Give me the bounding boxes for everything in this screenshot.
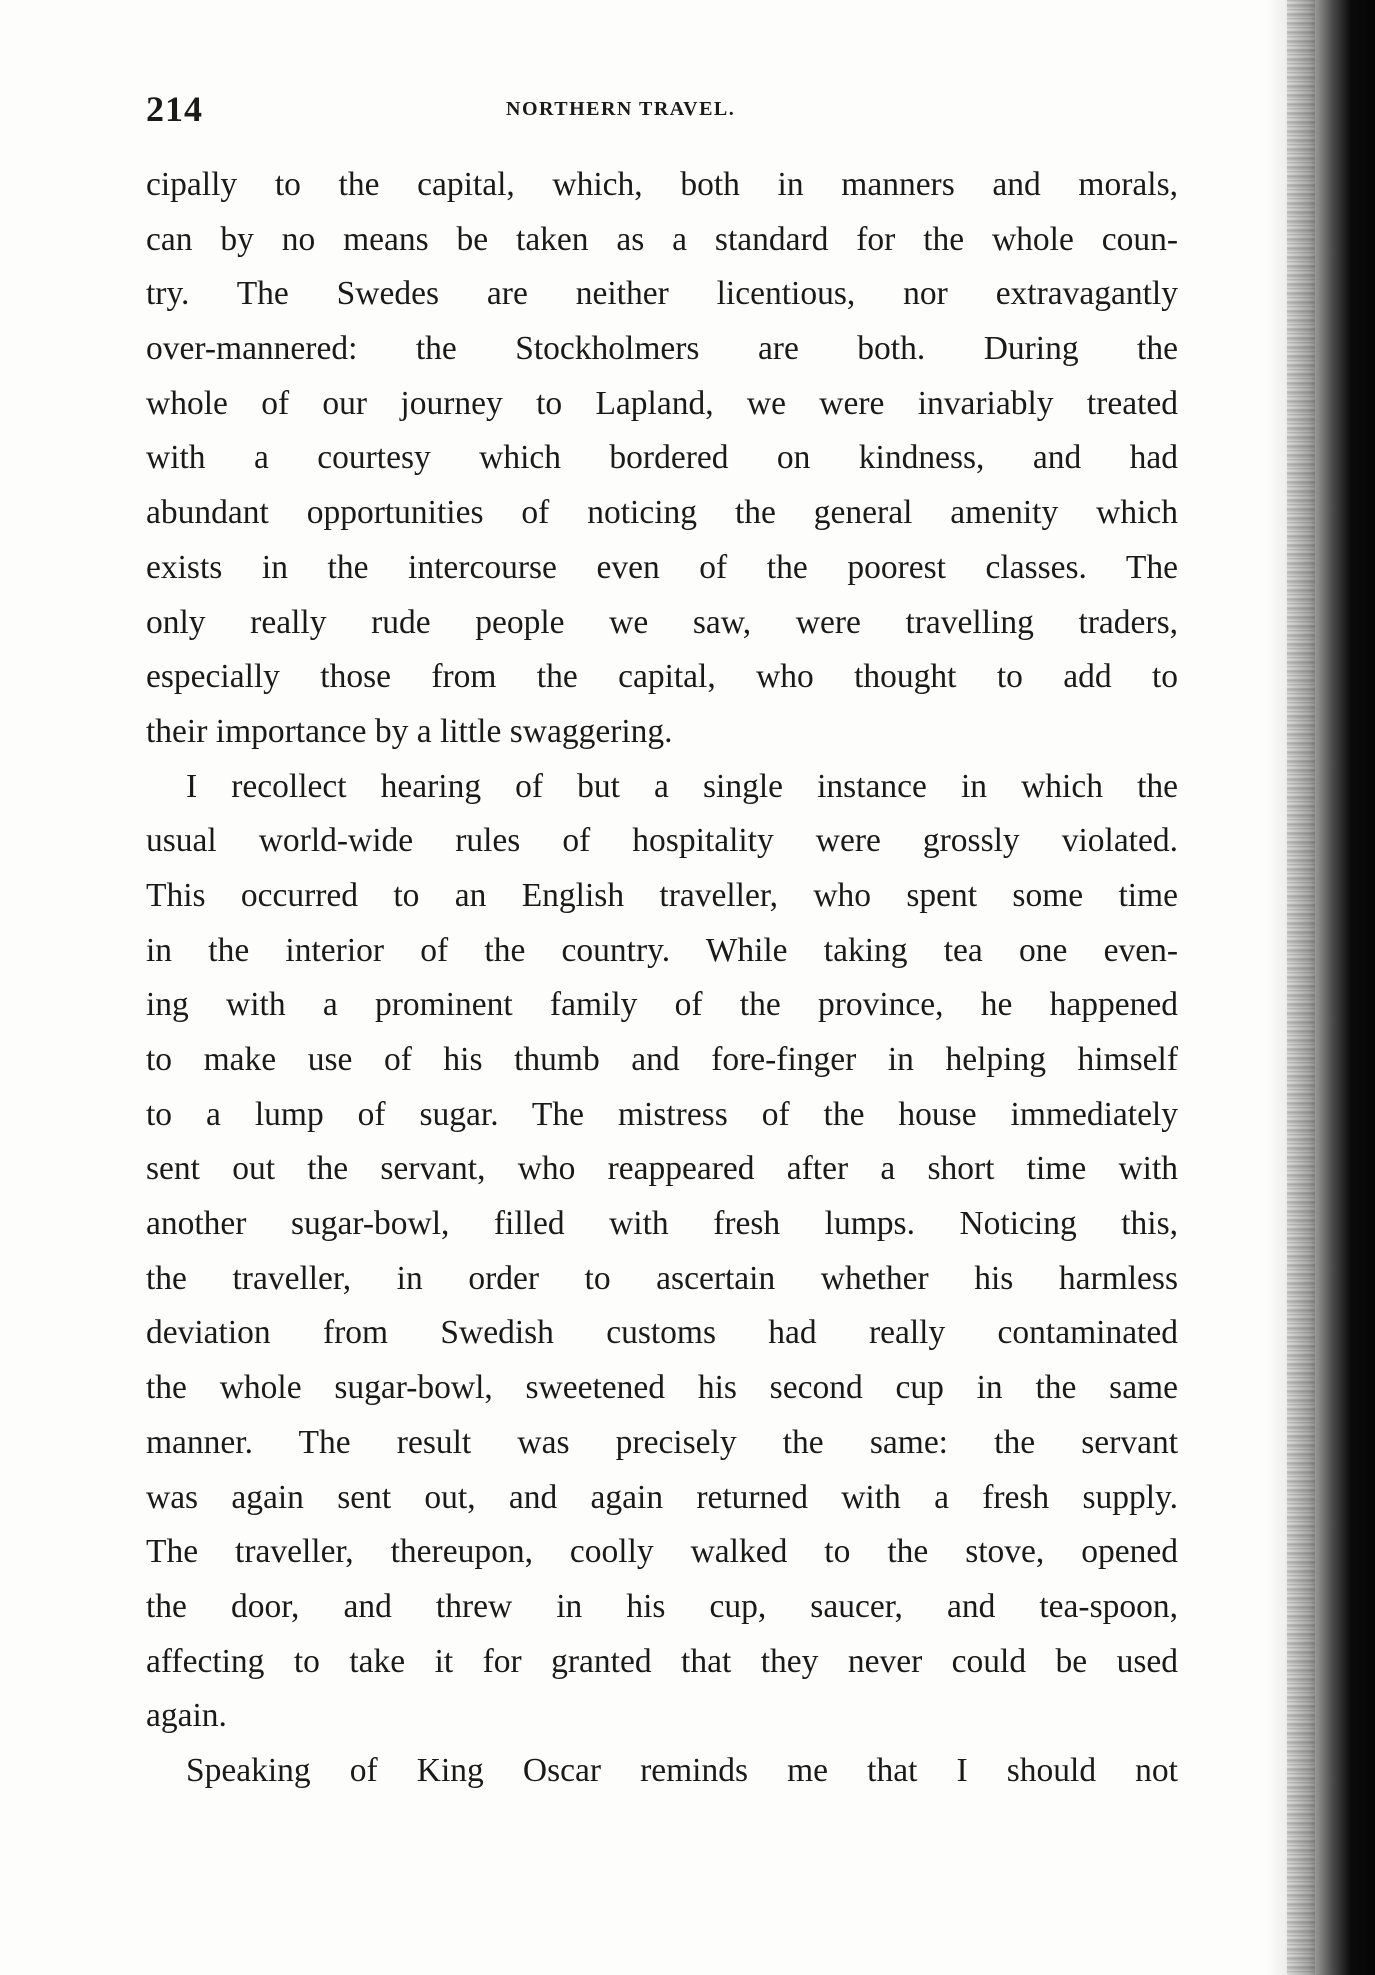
body-text — [146, 158, 1178, 1799]
text-line: sent out the servant, who reappeared after a short time with — [146, 1150, 1178, 1188]
text-line: in the interior of the country. While taking tea one even- — [146, 931, 1178, 969]
text-line: especially those from the capital, who thought to add to — [146, 658, 1178, 696]
text-line: another sugar-bowl, filled with fresh lumps. Noticing this, — [146, 1205, 1178, 1243]
text-line: manner. The result was precisely the same: the servant — [146, 1423, 1178, 1461]
text-line: deviation from Swedish customs had really contaminated — [146, 1314, 1178, 1352]
text-line: exists in the intercourse even of the poorest classes. The — [146, 548, 1178, 586]
text-line: to a lump of sugar. The mistress of the house immediately — [146, 1095, 1178, 1133]
text-line: can by no means be taken as a standard for the whole coun- — [146, 220, 1178, 258]
text-line: abundant opportunities of noticing the general amenity which — [146, 494, 1178, 532]
paragraph-start-line: Speaking of King Oscar reminds me that I should not — [186, 1751, 1178, 1789]
text-line: was again sent out, and again returned with a fresh supply. — [146, 1478, 1178, 1516]
text-line: This occurred to an English traveller, who spent some time — [146, 876, 1178, 914]
text-line: The traveller, thereupon, coolly walked to the stove, opened — [146, 1533, 1178, 1571]
text-line: the door, and threw in his cup, saucer, and tea-spoon, — [146, 1587, 1178, 1625]
paragraph-end-line: their importance by a little swaggering. — [146, 712, 673, 750]
text-line: ing with a prominent family of the province, he happened — [146, 986, 1178, 1024]
page-header — [146, 88, 1186, 128]
page-number: 214 — [146, 89, 203, 129]
text-line: over-mannered: the Stockholmers are both. During the — [146, 330, 1178, 368]
text-line: with a courtesy which bordered on kindness, and had — [146, 439, 1178, 477]
text-line: only really rude people we saw, were travelling traders, — [146, 603, 1178, 641]
text-line: to make use of his thumb and fore-finger in helping himself — [146, 1041, 1178, 1078]
text-line: usual world-wide rules of hospitality were grossly violated. — [146, 822, 1178, 860]
binding-texture — [1287, 0, 1315, 1975]
page-binding-shadow — [1265, 0, 1375, 1975]
text-line: try. The Swedes are neither licentious, nor extravagantly — [146, 275, 1178, 313]
text-line: cipally to the capital, which, both in manners and morals, — [146, 166, 1178, 203]
text-line: the whole sugar-bowl, sweetened his second cup in the same — [146, 1369, 1178, 1407]
paragraph-end-line: again. — [146, 1697, 227, 1735]
paragraph-start-line: I recollect hearing of but a single instance in which the — [186, 767, 1178, 805]
text-line: affecting to take it for granted that they never could be used — [146, 1642, 1178, 1680]
text-line: whole of our journey to Lapland, we were invariably treated — [146, 384, 1178, 422]
text-line: the traveller, in order to ascertain whether his harmless — [146, 1259, 1178, 1297]
running-head: NORTHERN TRAVEL. — [506, 98, 736, 120]
